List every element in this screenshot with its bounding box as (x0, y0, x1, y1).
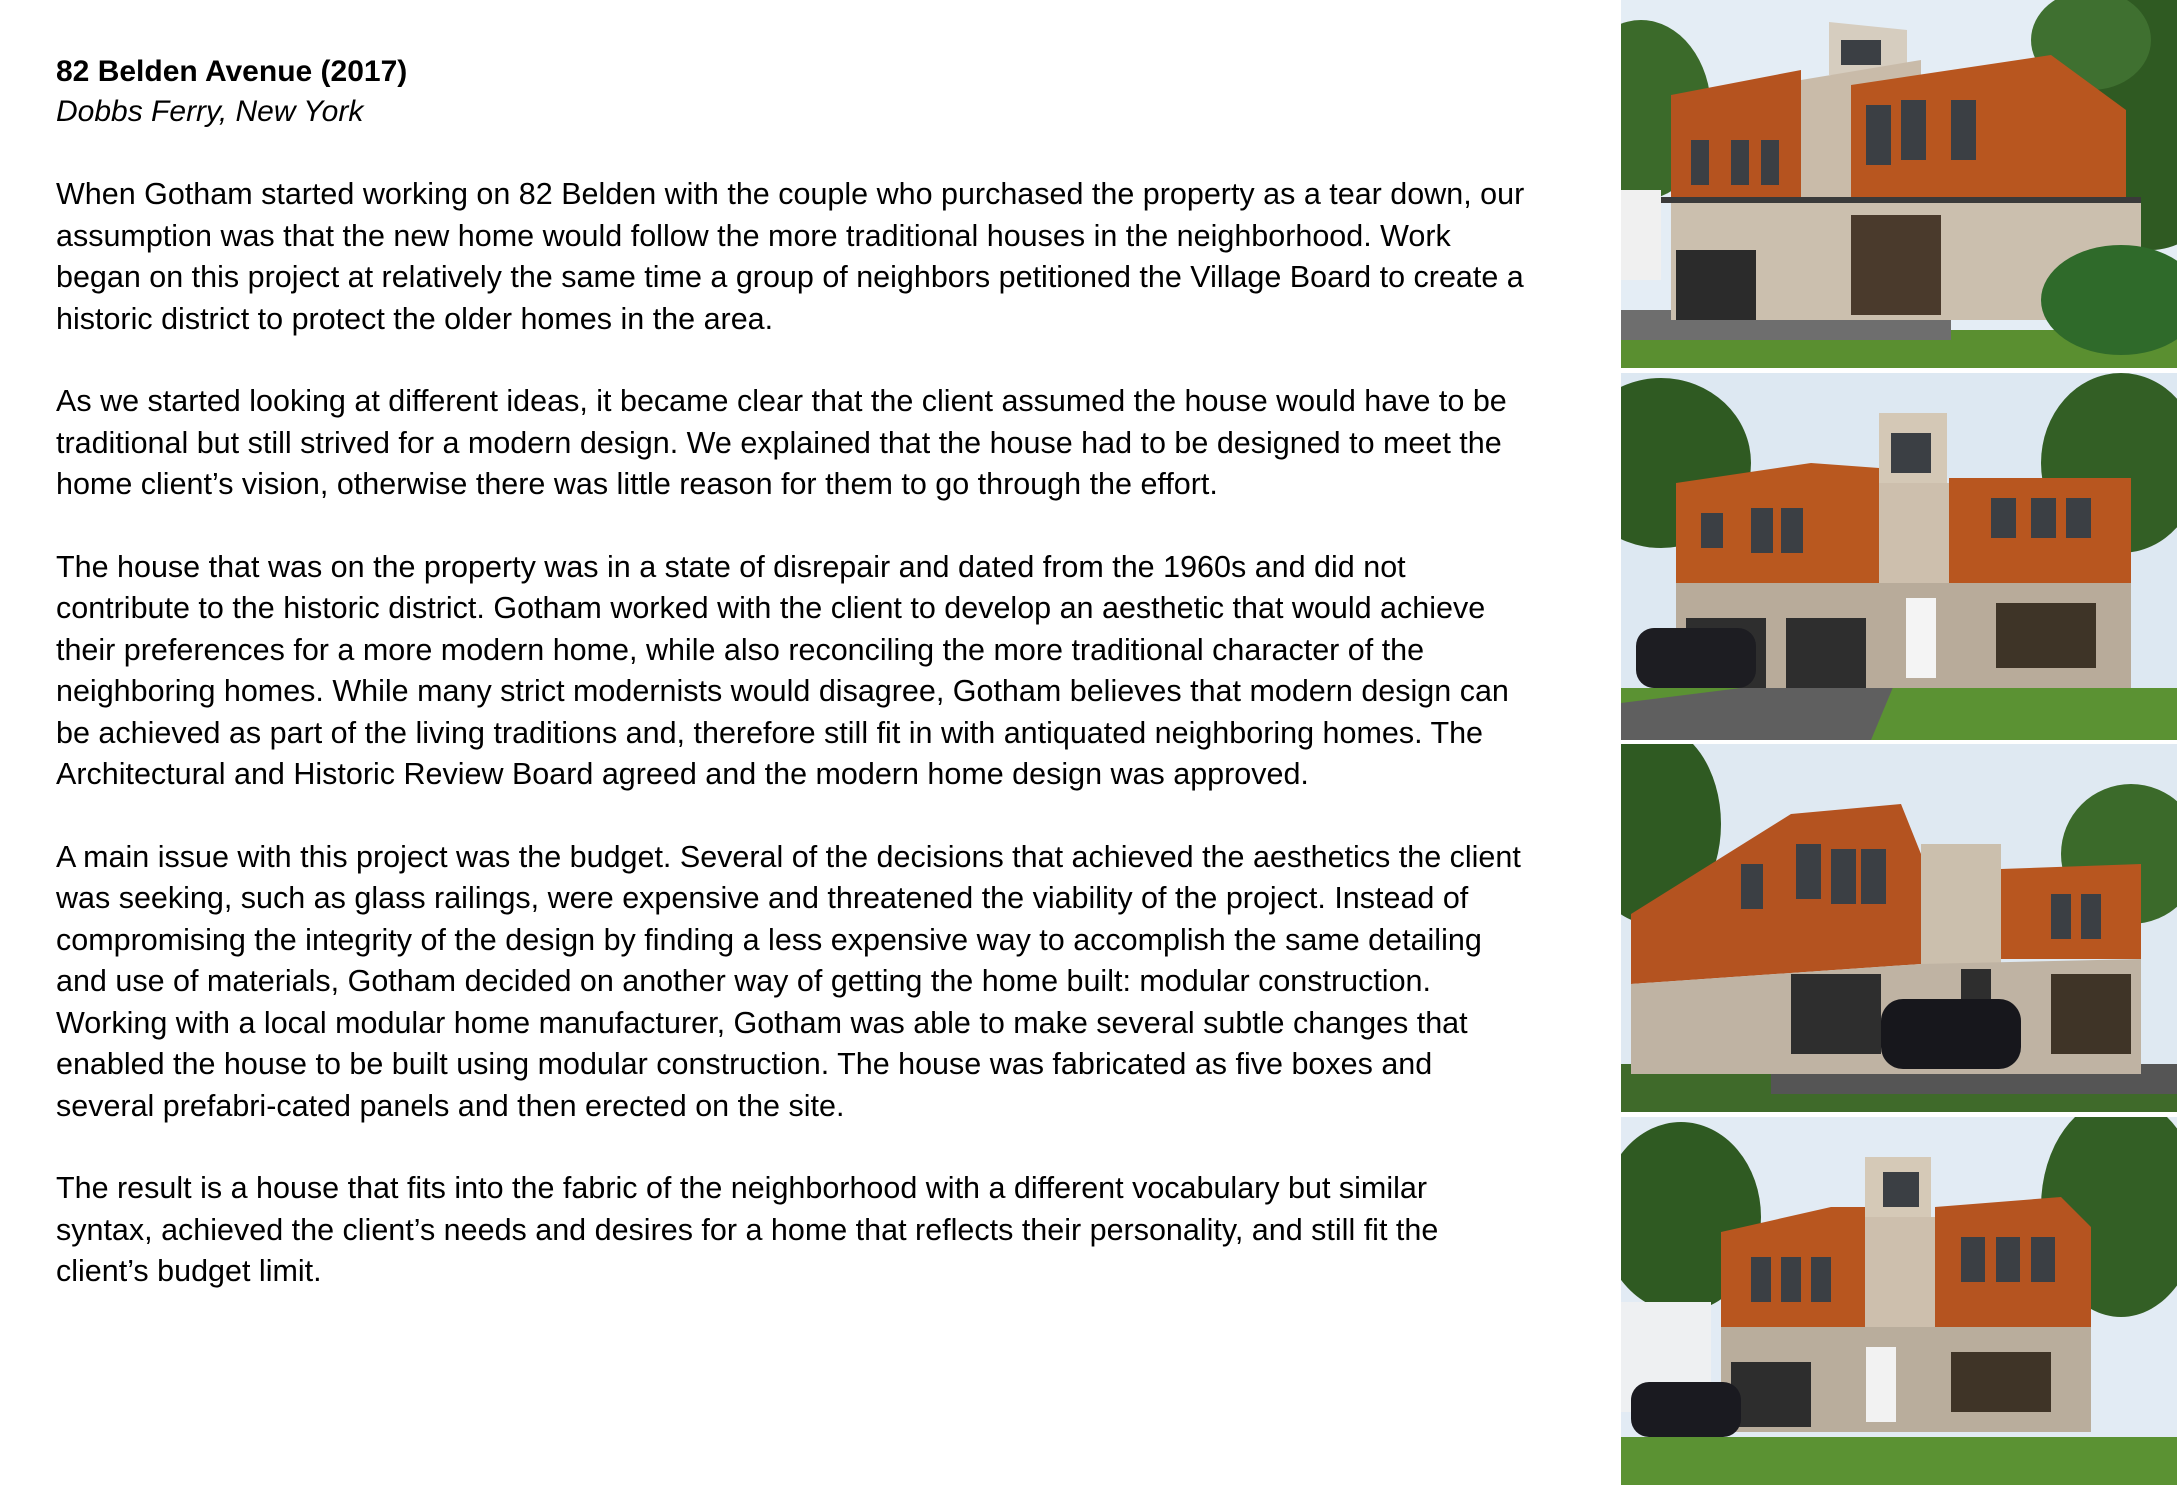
paragraph-4: A main issue with this project was the budget. Several of the decisions that achieved the aesthetics the client was seeking, such as glass railings, were expensive and threatened the viability of the project. Instead of compromising the integrity of the design by finding a less expensive way to accomplish the same detailing and use of materials, Gotham decided on another way of getting the home built: modular construction. Working with a local modular home manufacturer, Gotham was able to make several subtle changes that enabled the house to be built using modular construction. The house was fabricated as five boxes and several prefabri-cated panels and then erected on the site. (56, 839, 1521, 1123)
paragraph-3: The house that was on the property was in a state of disrepair and dated from the 1960s and did not contribute to the historic district. Gotham worked with the client to develop an aesthetic that would achieve their preferences for a more modern home, while also reconciling the more traditional character of the neighboring homes. While many strict modernists would disagree, Gotham believes that modern design can be achieved as part of the living traditions and, therefore still fit in with antiquated neighboring homes. The Architectural and Historic Review Board agreed and the modern home design was approved. (56, 549, 1509, 791)
paragraph-2: As we started looking at different ideas, it became clear that the client assumed the house would have to be traditional but still strived for a modern design. We explained that the house had to be designed to meet the home client’s vision, otherwise there was little reason for them to go through the effort. (56, 384, 1507, 501)
house-photo-2 (1621, 373, 2177, 740)
house-photo-4 (1621, 1117, 2177, 1485)
paragraph-5: The result is a house that fits into the fabric of the neighborhood with a different vocabulary but similar syntax, achieved the client’s needs and desires for a home that reflects their personality, and still fit the client’s budget limit. (56, 1171, 1439, 1288)
house-photo-1 (1621, 0, 2177, 368)
article-title: 82 Belden Avenue (2017) (56, 55, 408, 88)
article-location: Dobbs Ferry, New York (56, 95, 364, 128)
house-photo-3 (1621, 744, 2177, 1112)
photo-column (1621, 0, 2177, 1485)
paragraph-1: When Gotham started working on 82 Belden with the couple who purchased the property as a tear down, our assumption was that the new home would follow the more traditional houses in the neighborhood. Work began on this project at relatively the same time a group of neighbors petitioned the Village Board to create a historic district to protect the older homes in the area. (56, 177, 1525, 336)
article (56, 52, 1526, 1334)
